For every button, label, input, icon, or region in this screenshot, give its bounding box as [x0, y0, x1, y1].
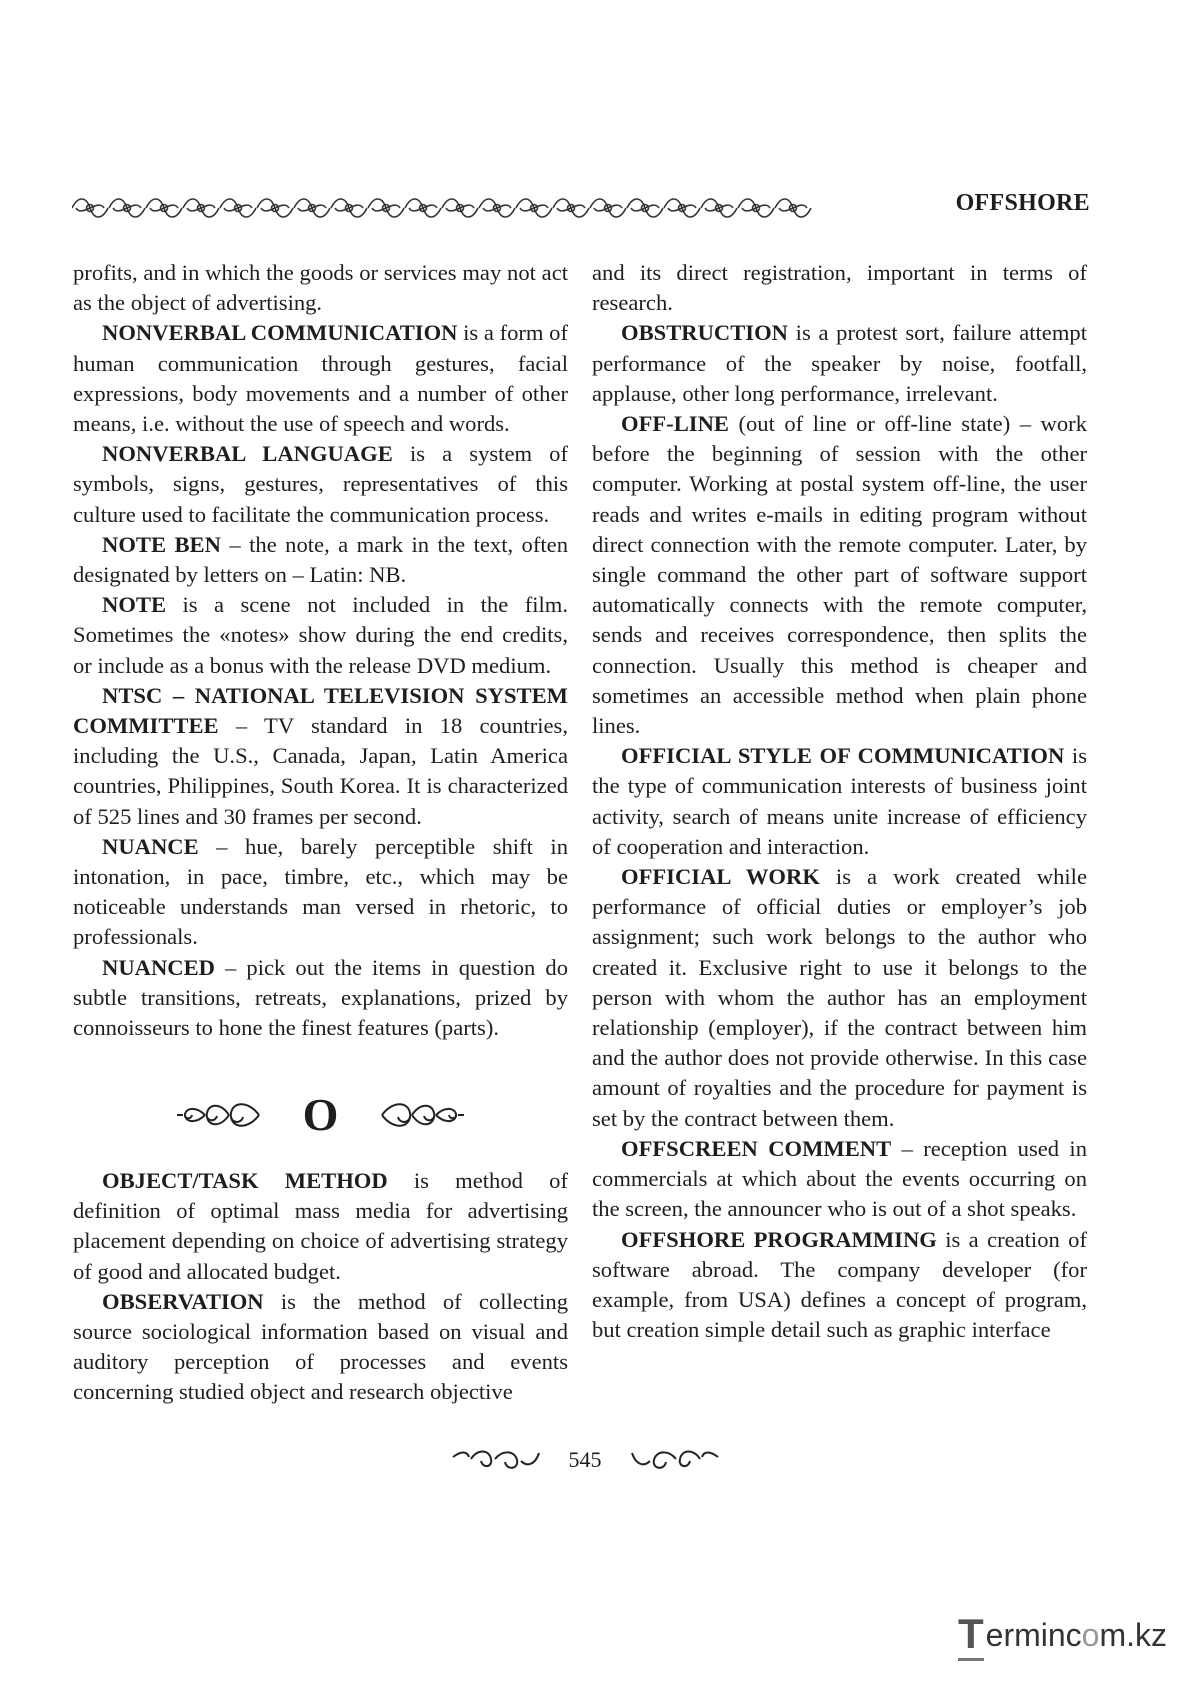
entry-term: OBSTRUCTION — [621, 320, 788, 346]
dictionary-entry — [73, 590, 568, 681]
entry-definition: is the method of collecting source sociological information based on visual and auditory perception of processes and events concerning studied object and research objective — [73, 1288, 568, 1405]
entry-term: OFF-LINE — [621, 411, 729, 437]
entry-definition: is a system of symbols, signs, gestures, representatives of this culture used to facilitate the communication process. — [73, 441, 568, 527]
dictionary-entry — [73, 953, 568, 1044]
dictionary-entry — [73, 530, 568, 590]
dictionary-entry — [592, 258, 1087, 318]
entry-term: NTSC – NATIONAL TELEVISION SYSTEM COMMITTEE — [73, 682, 568, 739]
entry-definition: is a work created while performance of official duties or employer’s job assignment; such work belongs to the author who created it. Exclusive right to use it belongs to the person with whom the author has an employment relationship (employer), if the contract between him and the author does not provide otherwise. In this case amount of royalties and the procedure for payment is set by the contract between them. — [592, 864, 1087, 1131]
entry-definition: is method of definition of optimal mass media for advertising placement depending on choice of advertising strategy of good and allocated budget. — [73, 1168, 568, 1284]
entry-term: OFFSCREEN COMMENT — [621, 1135, 892, 1161]
dictionary-entry — [592, 862, 1087, 1134]
watermark-o: o — [1081, 1616, 1100, 1653]
entry-term: NOTE BEN — [102, 531, 221, 557]
footer-left-ornament-icon — [451, 1447, 541, 1473]
entry-definition: is a creation of software abroad. The company developer (for example, from USA) defines a concept of program, but creation simple detail such as graphic interface — [592, 1226, 1087, 1343]
dictionary-entry — [73, 318, 568, 439]
dictionary-entry — [592, 741, 1087, 862]
entry-term: OBJECT/TASK METHOD — [102, 1168, 388, 1193]
footer-right-ornament-icon — [630, 1447, 720, 1473]
entry-definition: – TV standard in 18 countries, including the U.S., Canada, Japan, Latin America countries, Philippines, South Korea. It is characterized of 525 lines and 30 frames per second. — [73, 713, 568, 829]
left-column-after-divider — [73, 1166, 568, 1408]
entry-definition: and its direct registration, important in terms of research. — [592, 260, 1087, 316]
entry-definition: is a scene not included in the film. Sometimes the «notes» show during the end credits, or include as a bonus with the release DVD medium. — [73, 592, 568, 678]
header-ornament-band — [72, 194, 812, 222]
entry-definition: – reception used in commercials at which about the events occurring on the screen, the announcer who is out of a shot speaks. — [592, 1135, 1087, 1222]
entry-definition: – pick out the items in question do subtle transitions, retreats, explanations, prized by connoisseurs to hone the finest features (parts). — [73, 954, 568, 1041]
dictionary-entry — [592, 1225, 1087, 1346]
right-scroll-ornament-icon — [378, 1093, 466, 1137]
dictionary-entry — [592, 409, 1087, 741]
entry-term: NOTE — [102, 592, 167, 618]
dictionary-entry — [73, 681, 568, 832]
right-column — [592, 258, 1087, 1345]
watermark-initial: T — [958, 1610, 984, 1661]
entry-definition: is a protest sort, failure attempt performance of the speaker by noise, footfall, applause, other long performance, irrelevant. — [592, 320, 1087, 406]
left-column — [73, 258, 568, 1043]
entry-term: NUANCE — [102, 833, 199, 859]
dictionary-entry — [592, 1134, 1087, 1225]
entry-definition: is a form of human communication through gestures, facial expressions, body movements and a number of other means, i.e. without the use of speech and words. — [73, 320, 568, 437]
dictionary-entry — [73, 439, 568, 530]
entry-term: OFFICIAL STYLE OF COMMUNICATION — [621, 743, 1065, 769]
watermark-text: erminc — [985, 1616, 1082, 1653]
watermark-tail: m.kz — [1099, 1616, 1168, 1653]
dictionary-entry — [592, 318, 1087, 409]
entry-definition: is the type of communication interests of business joint activity, search of means unite increase of efficiency of cooperation and interaction. — [592, 743, 1087, 859]
dictionary-entry — [73, 1166, 568, 1287]
watermark-logo — [958, 1610, 1178, 1660]
entry-term: NUANCED — [102, 954, 215, 980]
entry-term: OBSERVATION — [102, 1288, 264, 1314]
page-number: 545 — [568, 1447, 602, 1472]
entry-term: OFFICIAL WORK — [621, 864, 820, 890]
dictionary-entry — [73, 832, 568, 953]
left-scroll-ornament-icon — [175, 1093, 263, 1137]
entry-definition: – the note, a mark in the text, often designated by letters on – Latin: NB. — [73, 531, 568, 588]
page-footer — [420, 1440, 750, 1480]
letter-divider — [73, 1083, 568, 1147]
dictionary-entry — [73, 258, 568, 318]
section-letter: O — [302, 1089, 339, 1140]
entry-term: OFFSHORE PROGRAMMING — [621, 1226, 937, 1252]
dictionary-entry — [73, 1287, 568, 1408]
entry-definition: – hue, barely perceptible shift in intonation, in pace, timbre, etc., which may be noticeable understands man versed in rhetoric, to professionals. — [73, 833, 568, 950]
entry-term: NONVERBAL COMMUNICATION — [102, 320, 458, 346]
entry-definition: (out of line or off-line state) – work before the beginning of session with the other computer. Working at postal system off-line, the user reads and writes e-mails in editing program without direct connection with the remote computer. Later, by single command the other part of software support automatically connects with the remote computer, sends and receives correspondence, then splits the connection. Usually this method is cheaper and sometimes an accessible method when plain phone lines. — [592, 411, 1087, 739]
entry-definition: profits, and in which the goods or services may not act as the object of advertising. — [73, 260, 568, 316]
running-head: OFFSHORE — [955, 190, 1090, 216]
entry-term: NONVERBAL LANGUAGE — [102, 441, 393, 467]
